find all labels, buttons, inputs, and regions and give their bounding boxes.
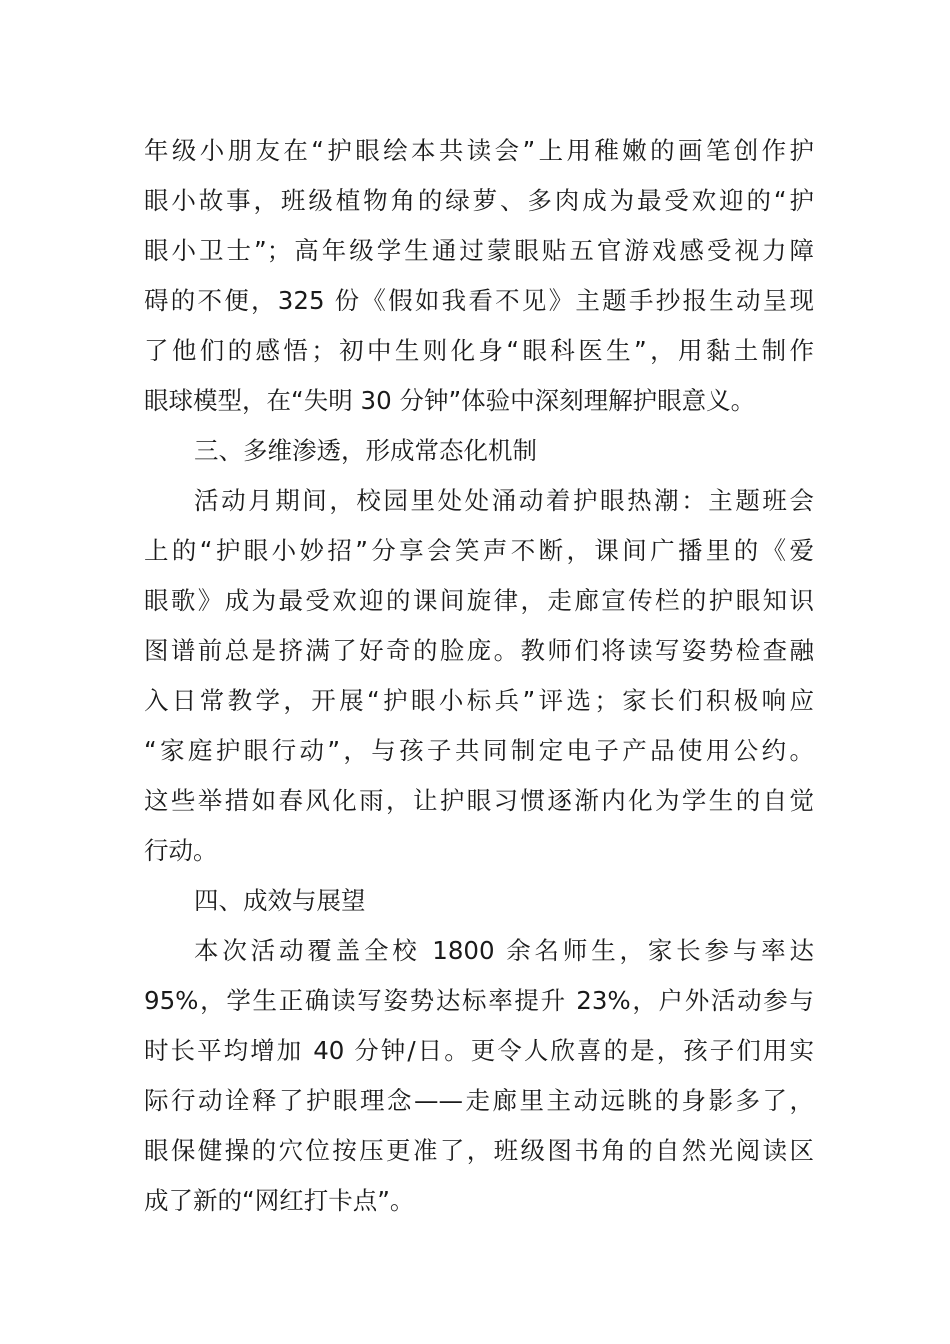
paragraph-line: 碍的不便，325 份《假如我看不见》主题手抄报生动呈现 — [144, 286, 814, 315]
paragraph-line: 眼小卫士”；高年级学生通过蒙眼贴五官游戏感受视力障 — [144, 236, 814, 265]
paragraph-line: 活动月期间，校园里处处涌动着护眼热潮：主题班会 — [194, 486, 814, 515]
paragraph-line: 眼小故事，班级植物角的绿萝、多肉成为最受欢迎的“护 — [144, 186, 814, 215]
section-heading-3: 三、多维渗透，形成常态化机制 — [194, 436, 537, 465]
paragraph-line: 眼球模型，在“失明 30 分钟”体验中深刻理解护眼意义。 — [144, 386, 756, 415]
document-body — [144, 126, 814, 1226]
paragraph-results — [144, 926, 814, 1226]
paragraph-line: 这些举措如春风化雨，让护眼习惯逐渐内化为学生的自觉 — [144, 786, 814, 815]
paragraph-line: 际行动诠释了护眼理念——走廊里主动远眺的身影多了， — [144, 1086, 814, 1115]
paragraph-line: 眼保健操的穴位按压更准了，班级图书角的自然光阅读区 — [144, 1136, 814, 1165]
paragraph-multidimensional — [144, 476, 814, 876]
paragraph-line: 年级小朋友在“护眼绘本共读会”上用稚嫩的画笔创作护 — [144, 136, 814, 165]
paragraph-line: 入日常教学，开展“护眼小标兵”评选；家长们积极响应 — [144, 686, 814, 715]
paragraph-line: 眼歌》成为最受欢迎的课间旋律，走廊宣传栏的护眼知识 — [144, 586, 814, 615]
paragraph-line: 时长平均增加 40 分钟/日。更令人欣喜的是，孩子们用实 — [144, 1036, 814, 1065]
paragraph-line: 图谱前总是挤满了好奇的脸庞。教师们将读写姿势检查融 — [144, 636, 814, 665]
paragraph-line: “家庭护眼行动”，与孩子共同制定电子产品使用公约。 — [144, 736, 814, 765]
section-heading-4: 四、成效与展望 — [194, 886, 366, 915]
paragraph-line: 95%，学生正确读写姿势达标率提升 23%，户外活动参与 — [144, 986, 814, 1015]
paragraph-line: 上的“护眼小妙招”分享会笑声不断，课间广播里的《爱 — [144, 536, 814, 565]
paragraph-line: 了他们的感悟；初中生则化身“眼科医生”，用黏土制作 — [144, 336, 814, 365]
paragraph-line: 本次活动覆盖全校 1800 余名师生，家长参与率达 — [194, 936, 814, 965]
paragraph-line: 行动。 — [144, 836, 218, 865]
paragraph-activities-continued — [144, 126, 814, 426]
paragraph-line: 成了新的“网红打卡点”。 — [144, 1186, 415, 1215]
